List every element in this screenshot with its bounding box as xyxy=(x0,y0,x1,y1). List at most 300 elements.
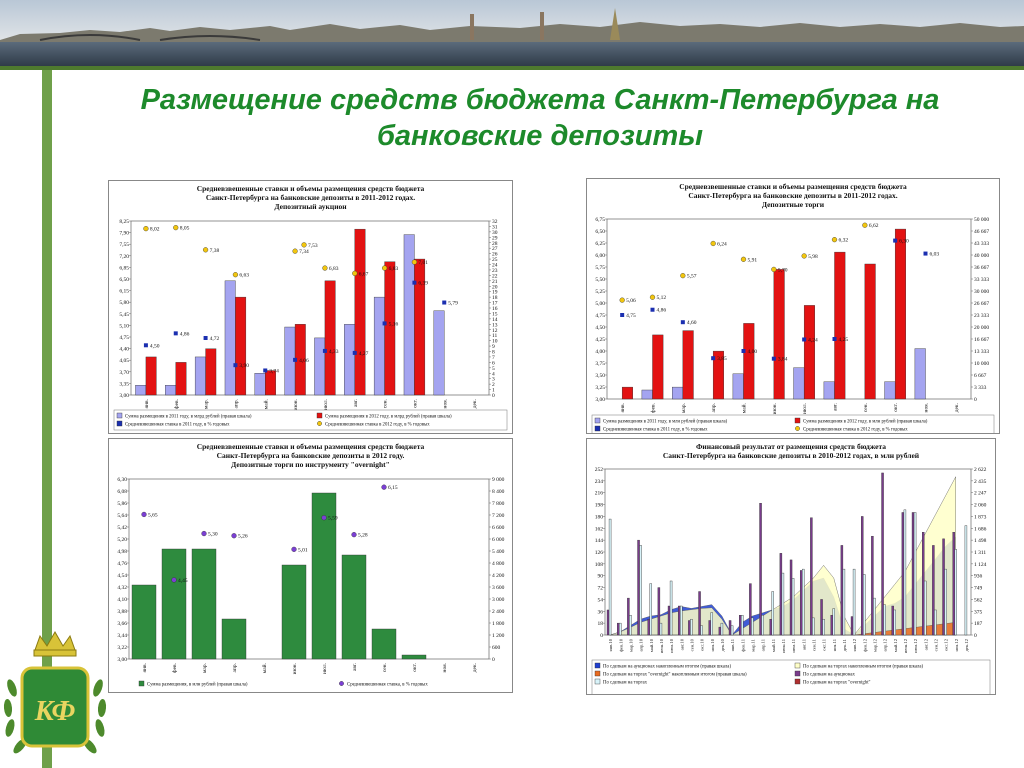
data-label: 6,32 xyxy=(838,237,849,244)
marker-series-3 xyxy=(741,257,746,262)
marker-series-3 xyxy=(620,298,625,303)
marker-series-3 xyxy=(802,254,807,259)
bar-series-0 xyxy=(282,565,306,659)
category-label: май.12 xyxy=(892,639,898,653)
chart-svg xyxy=(587,439,995,694)
marker-series-2 xyxy=(442,301,446,305)
marker-series-2 xyxy=(263,368,267,372)
legend-label: По сделкам на аукционах накопленным итогом (правая шкала) xyxy=(603,664,732,670)
left-tick-label: 216 xyxy=(594,490,603,497)
right-tick-label: 8 xyxy=(492,349,495,356)
right-tick-label: 1 800 xyxy=(492,621,505,627)
category-label: июл.11 xyxy=(791,639,797,653)
category-label: июл. xyxy=(802,403,809,415)
marker-series-1 xyxy=(292,547,297,552)
bar-series-1 xyxy=(414,259,424,395)
chart-title-line: Депозитные торги по инструменту "overnight" xyxy=(231,460,390,469)
category-label: июл. xyxy=(322,663,328,675)
category-label: окт. xyxy=(412,663,418,672)
data-label: 6,39 xyxy=(418,280,429,287)
left-tick-label: 4,32 xyxy=(117,585,127,591)
bar-series-0 xyxy=(195,357,205,395)
chart-title-line: Средневзвешенные ставки и объемы размещения средств бюджета xyxy=(679,182,907,191)
bar-series-4 xyxy=(650,584,652,635)
legend-label: Средневзвешенная ставка в 2012 году, в % годовых xyxy=(325,422,430,428)
category-label: фев.12 xyxy=(862,639,868,652)
right-tick-label: 30 xyxy=(492,229,498,236)
bar-series-3 xyxy=(902,512,904,635)
legend-swatch xyxy=(795,426,799,430)
bar-series-3 xyxy=(709,621,711,635)
data-label: 3,90 xyxy=(239,363,250,370)
right-tick-label: 6 000 xyxy=(492,537,505,543)
legend-label: Сумма размещения в 2011 году, в млн рублей (правая шкала) xyxy=(603,419,728,425)
chart-panel-auction xyxy=(108,180,513,434)
marker-series-3 xyxy=(771,267,776,272)
left-tick-label: 54 xyxy=(597,597,603,604)
category-label: янв.11 xyxy=(730,639,736,652)
legend-label: Средневзвешенная ставка в 2011 году, в % годовых xyxy=(603,427,708,433)
bar-series-0 xyxy=(733,374,744,399)
right-tick-label: 21 xyxy=(492,278,498,285)
marker-series-2 xyxy=(711,356,715,360)
right-tick-label: 15 xyxy=(492,311,498,318)
bar-series-4 xyxy=(904,510,906,635)
category-label: авг.11 xyxy=(801,639,807,651)
category-label: апр.11 xyxy=(760,639,766,652)
category-label: апр.10 xyxy=(638,639,644,652)
left-tick-label: 144 xyxy=(594,538,603,545)
marker-series-2 xyxy=(412,281,416,285)
right-tick-label: 0 xyxy=(492,657,495,663)
right-tick-label: 2 060 xyxy=(974,502,987,509)
category-label: дек. xyxy=(472,399,479,409)
bar-series-4 xyxy=(619,623,621,635)
right-tick-label: 26 667 xyxy=(974,301,990,307)
marker-series-1 xyxy=(202,531,207,536)
right-tick-label: 10 xyxy=(492,338,498,345)
category-label: дек.12 xyxy=(963,639,969,652)
bar-series-3 xyxy=(760,503,762,635)
left-tick-label: 180 xyxy=(594,514,603,521)
left-tick-label: 6,30 xyxy=(117,477,127,483)
data-label: 5,16 xyxy=(388,321,399,328)
data-label: 3,85 xyxy=(717,356,727,363)
marker-series-2 xyxy=(924,252,928,256)
category-label: мар. xyxy=(203,399,210,410)
left-tick-label: 4,54 xyxy=(117,573,127,579)
category-label: авг. xyxy=(832,403,839,412)
right-tick-label: 6 667 xyxy=(974,373,987,379)
bar-series-3 xyxy=(719,627,721,635)
legend-label: Сумма размещения в 2012 году, в млрд рублей (правая шкала) xyxy=(325,414,452,420)
chart-title-line: Санкт-Петербурга на банковские депозиты в 2011-2012 годах. xyxy=(688,191,898,200)
right-tick-label: 22 xyxy=(492,273,498,280)
category-label: дек. xyxy=(472,663,478,673)
category-label: мар.10 xyxy=(628,639,634,652)
marker-series-2 xyxy=(293,358,297,362)
data-label: 4,75 xyxy=(626,313,636,319)
left-tick-label: 6,50 xyxy=(595,229,605,235)
bar-series-3 xyxy=(607,610,609,635)
marker-series-2 xyxy=(833,337,837,341)
category-label: сен.11 xyxy=(811,639,817,652)
category-label: июл.10 xyxy=(669,639,675,653)
right-tick-label: 3 000 xyxy=(492,597,505,603)
right-tick-label: 375 xyxy=(974,609,983,616)
legend-swatch xyxy=(595,679,600,684)
category-label: дек.10 xyxy=(719,639,725,652)
bar-series-4 xyxy=(741,615,743,635)
bar-series-1 xyxy=(774,269,785,399)
bar-series-3 xyxy=(617,623,619,635)
legend-swatch xyxy=(595,426,600,431)
category-label: фев. xyxy=(173,399,180,409)
data-label: 5,57 xyxy=(686,273,697,280)
chart-panel-overnight xyxy=(108,438,513,693)
marker-series-1 xyxy=(172,578,177,583)
bar-series-4 xyxy=(894,610,896,635)
category-label: май.11 xyxy=(770,639,776,652)
bar-series-1 xyxy=(653,335,664,399)
legend-label: По сделкам на торгах "overnight" xyxy=(803,680,871,686)
category-label: сен. xyxy=(862,403,869,413)
right-tick-label: 31 xyxy=(492,224,498,231)
data-label: 5,98 xyxy=(808,253,818,260)
right-tick-label: 1 498 xyxy=(974,538,987,545)
bar-series-4 xyxy=(772,592,774,635)
bar-series-1 xyxy=(235,297,245,395)
right-tick-label: 7 xyxy=(492,354,495,361)
bar-series-1 xyxy=(804,305,815,399)
right-tick-label: 3 333 xyxy=(974,385,987,391)
category-label: сен. xyxy=(382,663,388,673)
right-tick-label: 43 333 xyxy=(974,241,990,247)
category-label: ноя.12 xyxy=(953,639,959,652)
category-label: фев. xyxy=(650,403,657,413)
left-tick-label: 7,90 xyxy=(119,230,129,237)
left-tick-label: 18 xyxy=(597,621,603,628)
category-label: апр. xyxy=(233,399,240,409)
category-label: май. xyxy=(262,663,268,674)
right-tick-label: 29 xyxy=(492,235,498,242)
data-label: 6,03 xyxy=(929,251,940,258)
marker-series-2 xyxy=(772,357,776,361)
category-label: янв. xyxy=(143,399,150,409)
bar-series-4 xyxy=(884,605,886,635)
left-tick-label: 3,00 xyxy=(119,393,129,399)
bar-series-4 xyxy=(924,581,926,635)
bar-series-3 xyxy=(790,560,792,635)
right-tick-label: 20 000 xyxy=(974,325,990,331)
right-tick-label: 5 xyxy=(492,365,495,372)
left-tick-label: 4,25 xyxy=(595,337,605,343)
data-label: 7,53 xyxy=(308,242,318,249)
category-label: июл. xyxy=(322,399,329,411)
legend-label: Средневзвешенная ставка в 2012 году, в % годовых xyxy=(803,427,908,433)
data-label: 8,02 xyxy=(149,226,160,233)
committee-logo xyxy=(0,628,110,768)
category-label: мар.12 xyxy=(872,639,878,652)
bar-series-1 xyxy=(835,252,846,399)
bar-series-3 xyxy=(821,599,823,635)
right-tick-label: 23 333 xyxy=(974,313,990,319)
right-tick-label: 32 xyxy=(492,219,498,225)
category-label: июн.10 xyxy=(658,639,664,654)
right-tick-label: 749 xyxy=(974,585,983,592)
category-label: апр. xyxy=(711,403,718,413)
bar-series-4 xyxy=(965,526,967,635)
left-tick-label: 8,25 xyxy=(119,219,129,225)
bar-series-3 xyxy=(648,619,650,635)
legend-swatch xyxy=(595,663,600,668)
left-tick-label: 126 xyxy=(594,550,603,556)
right-tick-label: 30 000 xyxy=(974,289,990,295)
data-label: 5,01 xyxy=(298,547,308,554)
data-label: 4,33 xyxy=(328,348,339,355)
right-tick-label: 14 xyxy=(492,316,498,323)
data-label: 4,06 xyxy=(299,357,309,364)
bar-series-0 xyxy=(434,311,444,395)
bar-series-0 xyxy=(165,385,175,395)
data-label: 7,34 xyxy=(299,249,309,256)
left-tick-label: 5,25 xyxy=(595,289,605,295)
right-tick-label: 16 xyxy=(492,306,498,312)
left-tick-label: 5,10 xyxy=(119,323,129,330)
right-tick-label: 1 xyxy=(492,387,495,394)
category-label: фев. xyxy=(172,663,178,673)
data-label: 4,50 xyxy=(149,343,160,350)
marker-series-2 xyxy=(174,331,178,335)
right-tick-label: 5 400 xyxy=(492,549,505,555)
left-tick-label: 5,75 xyxy=(595,265,605,271)
marker-series-2 xyxy=(681,320,685,324)
left-tick-label: 6,08 xyxy=(117,489,127,495)
left-tick-label: 5,45 xyxy=(119,311,129,318)
bar-series-4 xyxy=(701,626,703,635)
chart-svg xyxy=(109,181,512,433)
data-label: 5,28 xyxy=(358,532,368,539)
category-label: авг. xyxy=(352,399,359,408)
left-tick-label: 7,20 xyxy=(119,253,129,260)
data-label: 4,72 xyxy=(209,335,220,342)
marker-series-2 xyxy=(144,343,148,347)
data-label: 5,12 xyxy=(656,295,667,302)
category-label: янв. xyxy=(620,403,627,413)
right-tick-label: 33 333 xyxy=(974,277,990,283)
bar-series-3 xyxy=(851,617,853,635)
legend-swatch xyxy=(317,421,321,425)
category-label: мар.11 xyxy=(750,639,756,652)
category-label: фев.10 xyxy=(618,639,624,652)
bar-series-0 xyxy=(132,585,156,659)
category-label: июн. xyxy=(293,399,300,411)
left-tick-label: 3,88 xyxy=(117,609,127,615)
left-tick-label: 4,00 xyxy=(595,349,605,355)
category-label: авг.12 xyxy=(923,639,929,651)
right-tick-label: 40 000 xyxy=(974,253,990,259)
category-label: апр.12 xyxy=(882,639,888,652)
right-tick-label: 4 200 xyxy=(492,573,505,579)
data-label: 4,45 xyxy=(178,577,188,584)
marker-series-3 xyxy=(302,242,307,247)
category-label: апр. xyxy=(232,663,238,673)
bar-series-4 xyxy=(802,569,804,635)
right-tick-label: 27 xyxy=(492,246,498,253)
bar-series-0 xyxy=(374,297,384,395)
category-label: дек. xyxy=(953,403,960,413)
category-label: июн.12 xyxy=(902,639,908,654)
marker-series-2 xyxy=(233,363,237,367)
left-tick-label: 234 xyxy=(594,478,603,485)
bar-series-3 xyxy=(780,553,782,635)
marker-series-2 xyxy=(620,313,624,317)
marker-series-1 xyxy=(142,512,147,517)
chart-svg xyxy=(109,439,512,692)
right-tick-label: 9 000 xyxy=(492,477,505,483)
left-tick-label: 3,35 xyxy=(119,381,129,388)
right-tick-label: 8 400 xyxy=(492,489,505,495)
data-label: 4,24 xyxy=(808,337,818,344)
data-label: 6,62 xyxy=(868,223,879,230)
right-tick-label: 2 400 xyxy=(492,609,505,615)
marker-series-1 xyxy=(352,532,357,537)
category-label: авг.10 xyxy=(679,639,685,651)
left-tick-label: 4,75 xyxy=(119,335,129,341)
left-tick-label: 36 xyxy=(597,609,603,616)
bar-series-0 xyxy=(222,619,246,659)
bar-series-0 xyxy=(135,385,145,395)
bar-series-4 xyxy=(660,623,662,635)
legend-label: Сумма размещения, в млн рублей (правая шкала) xyxy=(147,682,248,688)
bar-series-3 xyxy=(688,621,690,635)
bar-series-0 xyxy=(255,373,265,395)
left-tick-label: 3,25 xyxy=(595,385,605,391)
bar-series-3 xyxy=(739,615,741,635)
marker-series-3 xyxy=(412,260,417,265)
left-tick-label: 0 xyxy=(600,633,603,639)
category-label: фев.11 xyxy=(740,639,746,652)
right-tick-label: 50 000 xyxy=(974,217,990,223)
category-label: сен. xyxy=(382,399,389,409)
data-label: 4,00 xyxy=(747,349,758,355)
legend-label: Сумма размещения в 2012 году, в млн рублей (правая шкала) xyxy=(803,419,928,425)
bar-series-1 xyxy=(865,264,876,399)
right-tick-label: 7 800 xyxy=(492,501,505,507)
legend-swatch xyxy=(595,418,600,423)
left-tick-label: 3,70 xyxy=(119,369,129,376)
left-tick-label: 3,44 xyxy=(117,633,127,639)
right-tick-label: 2 622 xyxy=(974,467,987,473)
bar-series-4 xyxy=(853,569,855,635)
right-tick-label: 2 435 xyxy=(974,478,987,485)
bar-series-3 xyxy=(810,518,812,635)
bar-series-0 xyxy=(402,655,426,659)
bar-series-3 xyxy=(871,536,873,635)
bar-series-0 xyxy=(642,390,653,399)
bar-series-0 xyxy=(915,349,926,399)
right-tick-label: 36 667 xyxy=(974,265,990,271)
left-tick-label: 7,55 xyxy=(119,242,129,249)
data-label: 5,59 xyxy=(328,515,338,522)
legend-swatch xyxy=(117,421,122,426)
bar-series-4 xyxy=(609,519,611,635)
marker-series-2 xyxy=(323,349,327,353)
data-label: 4,27 xyxy=(358,350,369,357)
data-label: 6,67 xyxy=(358,271,369,278)
marker-series-3 xyxy=(203,247,208,252)
bar-series-4 xyxy=(680,606,682,635)
bar-series-4 xyxy=(792,578,794,635)
data-label: 6,30 xyxy=(899,238,909,245)
crown-icon xyxy=(34,632,76,656)
category-label: ноя. xyxy=(442,399,449,409)
right-tick-label: 0 xyxy=(492,393,495,399)
marker-series-2 xyxy=(651,308,655,312)
category-label: ноя.10 xyxy=(709,639,715,652)
right-tick-label: 3 xyxy=(492,376,495,383)
chart-title-line: Санкт-Петербурга на банковские депозиты в 2010-2012 годах, в млн рублей xyxy=(662,451,920,460)
marker-series-3 xyxy=(233,272,238,277)
chart-title-line: Средневзвешенные ставки и объемы размещения средств бюджета xyxy=(196,184,425,193)
bar-series-4 xyxy=(843,569,845,635)
bar-series-0 xyxy=(794,368,805,399)
category-label: сен.10 xyxy=(689,639,695,652)
legend-swatch xyxy=(317,413,322,418)
data-label: 5,79 xyxy=(448,300,458,307)
bar-series-4 xyxy=(690,619,692,635)
bar-series-4 xyxy=(945,569,947,635)
bar-series-0 xyxy=(672,387,683,399)
bar-series-4 xyxy=(629,615,631,635)
left-tick-label: 6,15 xyxy=(119,288,129,295)
right-tick-label: 562 xyxy=(974,597,983,604)
bar-series-3 xyxy=(922,532,924,635)
left-tick-label: 5,50 xyxy=(595,277,605,283)
bar-series-1 xyxy=(683,331,694,399)
bar-series-3 xyxy=(638,540,640,635)
left-tick-label: 3,00 xyxy=(117,657,127,663)
left-tick-label: 162 xyxy=(594,526,603,533)
right-tick-label: 28 xyxy=(492,240,498,247)
bar-series-4 xyxy=(731,626,733,635)
left-tick-label: 4,98 xyxy=(117,549,127,555)
category-label: янв.10 xyxy=(608,639,614,652)
bar-series-3 xyxy=(932,545,934,635)
marker-series-3 xyxy=(352,271,357,276)
right-tick-label: 13 xyxy=(492,322,498,329)
right-tick-label: 16 667 xyxy=(974,337,990,343)
marker-series-3 xyxy=(293,249,298,254)
bar-series-3 xyxy=(729,621,731,635)
bar-series-3 xyxy=(800,570,802,635)
right-tick-label: 1 200 xyxy=(492,633,505,639)
bar-series-3 xyxy=(912,512,914,635)
bar-series-3 xyxy=(892,606,894,635)
legend-swatch xyxy=(595,671,600,676)
right-tick-label: 4 xyxy=(492,371,495,378)
category-label: янв.12 xyxy=(852,639,858,652)
bar-series-1 xyxy=(206,349,216,395)
bar-series-4 xyxy=(640,545,642,635)
bar-series-0 xyxy=(162,549,186,659)
bar-series-4 xyxy=(934,610,936,635)
right-tick-label: 46 667 xyxy=(974,229,990,235)
data-label: 7,01 xyxy=(418,260,429,267)
right-tick-label: 1 124 xyxy=(974,561,987,568)
chart-panel-financial-result xyxy=(586,438,996,695)
category-label: ноя. xyxy=(442,663,448,673)
